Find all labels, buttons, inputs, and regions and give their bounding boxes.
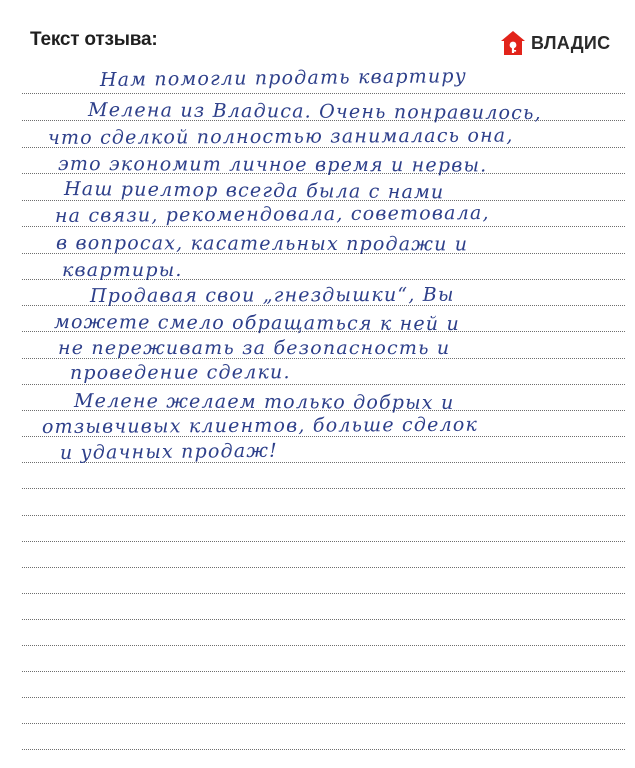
- ruled-line: [22, 645, 625, 646]
- house-logo-icon: [500, 30, 526, 56]
- review-line: Наш риелтор всегда была с нами: [64, 178, 445, 204]
- page-title: Текст отзыва:: [30, 29, 158, 50]
- review-line: Мелена из Владиса. Очень понравилось,: [88, 99, 542, 125]
- review-line: Мелене желаем только добрых и: [74, 390, 455, 414]
- review-line: и удачных продаж!: [59, 439, 279, 464]
- review-line: проведение сделки.: [69, 361, 291, 384]
- ruled-line: [22, 697, 625, 698]
- ruled-line: [22, 541, 625, 542]
- brand-logo: [500, 30, 610, 56]
- review-line: можете смело обращаться к ней и: [54, 311, 461, 336]
- review-line: квартиры.: [62, 259, 183, 281]
- ruled-line: [22, 515, 625, 516]
- review-line: что сделкой полностью занималась она,: [47, 124, 514, 149]
- ruled-line: [22, 488, 625, 489]
- ruled-line: [22, 723, 625, 724]
- review-line: Нам помогли продать квартиру: [99, 65, 468, 91]
- ruled-line: [22, 567, 625, 568]
- logo-text: ВЛАДИС: [531, 32, 611, 53]
- review-line: на связи, рекомендовала, советовала,: [54, 201, 490, 227]
- review-line: это экономит личное время и нервы.: [58, 153, 488, 177]
- review-line: Продавая свои „гнездышки“, Вы: [89, 283, 455, 307]
- ruled-line: [22, 593, 625, 594]
- review-line: не переживать за безопасность и: [58, 337, 451, 359]
- review-line: отзывчивых клиентов, больше сделок: [41, 413, 479, 438]
- ruled-line: [22, 749, 625, 750]
- review-line: в вопросах, касательных продажи и: [56, 232, 469, 256]
- ruled-line: [22, 384, 625, 385]
- ruled-line: [22, 671, 625, 672]
- ruled-line: [22, 93, 625, 94]
- ruled-line: [22, 619, 625, 620]
